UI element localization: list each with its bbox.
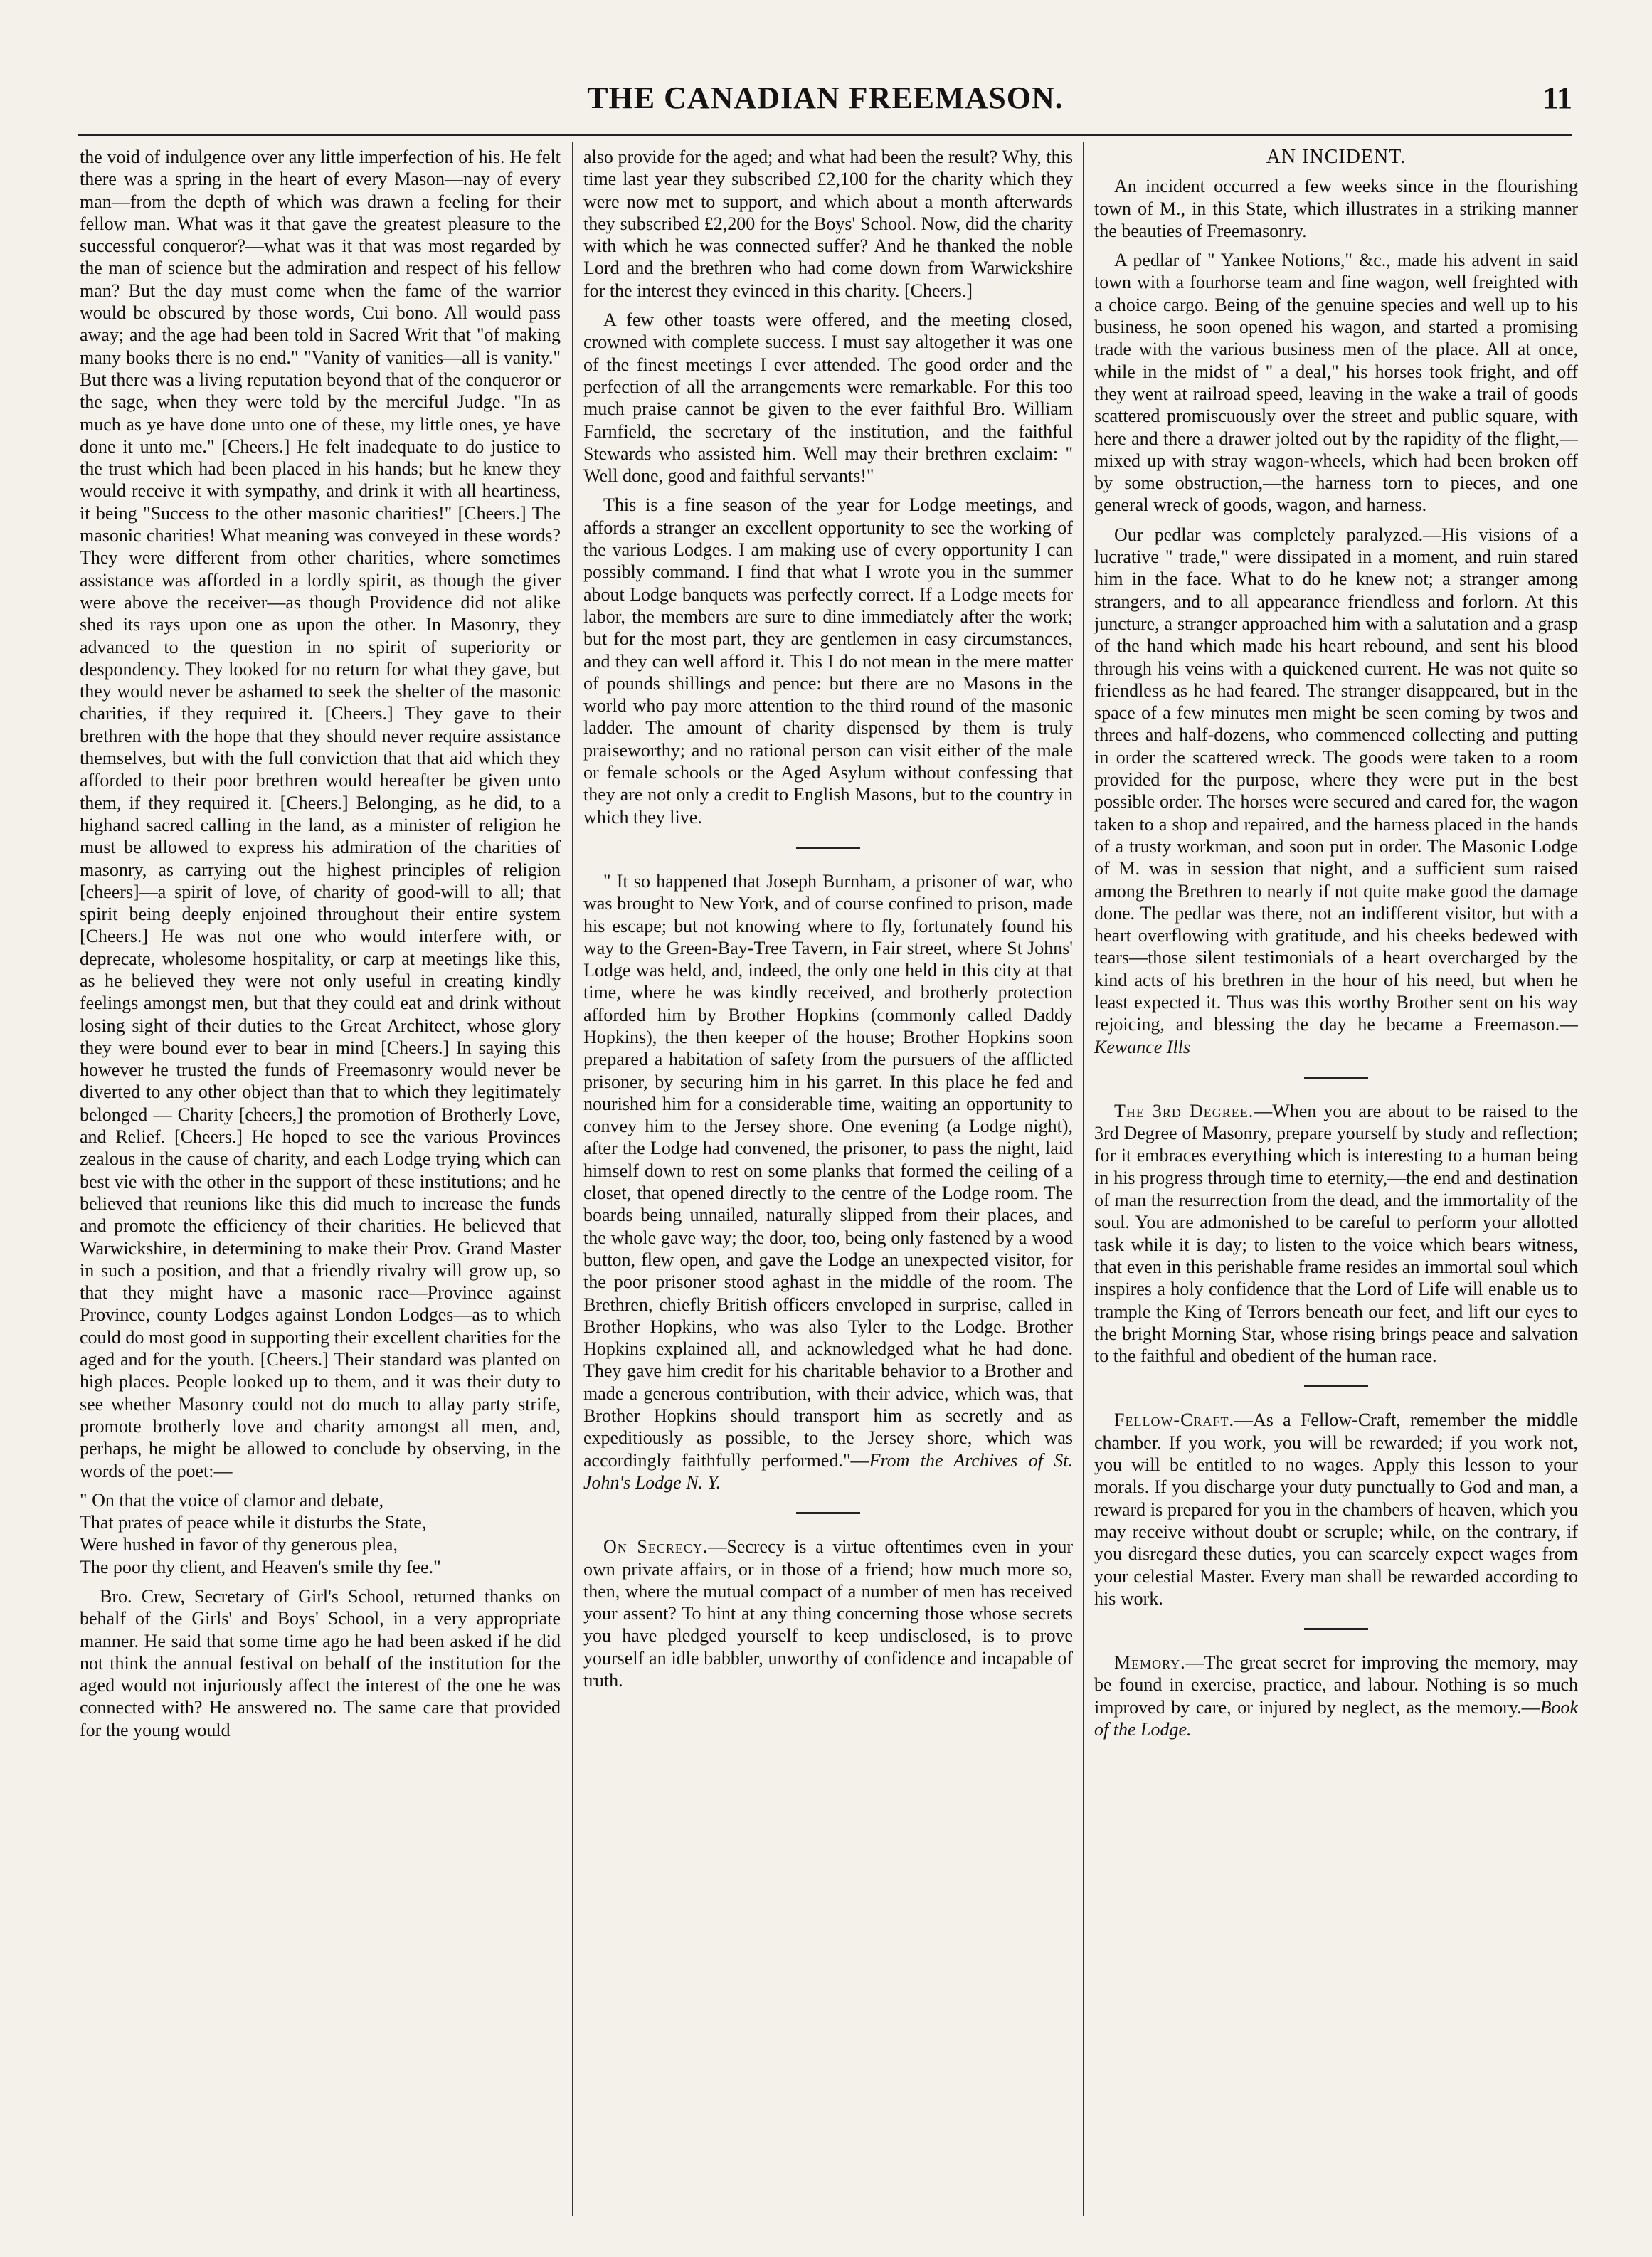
article-paragraph (1094, 1651, 1578, 1740)
section-lead: On Secrecy. (603, 1536, 709, 1558)
poem-line: That prates of peace while it disturbs the State, (80, 1512, 427, 1533)
article-paragraph: also provide for the aged; and what had been the result? Why, this time last year they subscribed £2,100 for the charity which they were now met to support, and which about a month afterwards they subscribed £2,200 for the Boys' School. Now, did the charity with which he was connected suffer? And he thanked the noble Lord and the brethren who had come down from Warwickshire for the interest they evinced in this charity. [Cheers.] (583, 147, 1073, 301)
column-divider (572, 142, 573, 2216)
article-paragraph: A few other toasts were offered, and the meeting closed, crowned with complete success. I must say altogether it was one of the finest meetings I ever attended. The good order and the perfection of all the arrangements were remarkable. For this too much praise cannot be given to the ever faithful Bro. William Farnfield, the secretary of the institution, and the faithful Stewards who assisted him. Well may their brethren exclaim: " Well done, good and faithful servants!" (583, 310, 1073, 487)
poem-line: Were hushed in favor of thy generous plea, (80, 1534, 398, 1555)
section-lead: Fellow-Craft. (1114, 1410, 1234, 1431)
article-paragraph: the void of indulgence over any little imperfection of his. He felt there was a spring in the heart of every Mason—nay of every man—from the depth of which was drawn a feeling for their fellow man. What was it that gave the greatest pleasure to the successful conqueror?—what was it that was most regarded by the man of science but the admiration and respect of his fellow man? But the day must come when the fame of the warrior would be obscured by those words, Cui bono. All would pass away; and the age had been told in Sacred Writ that "of making many books there is no end." "Vanity of vanities—all is vanity." But there was a living reputation beyond that of the conqueror or the sage, when they were told by the merciful Judge. "In as much as ye have done unto one of these, my little ones, ye have done it unto me." [Cheers.] He felt inadequate to do justice to the trust which had been placed in his hands; but he knew they would receive it with sympathy, and drink it with all heartiness, it being "Success to the other masonic charities!" [Cheers.] The masonic charities! What meaning was conveyed in these words? They were different from other charities, where sometimes assistance was afforded in a lordly spirit, as though the giver were above the receiver—as though Providence did not alike shed its rays upon one as upon the other. In Masonry, they advanced to the question in no spirit of superiority or despondency. They looked for no return for what they gave, but they would never be ashamed to seek the shelter of the masonic charities, if they required it. [Cheers.] They gave to their brethren with the hope that they should never require assistance themselves, but with the full conviction that that aid which they afforded to their poor brethren would hereafter be given unto them, if they required it. [Cheers.] Belonging, as he did, to a highand sacred calling in the land, as a minister of religion he must be allowed to express his admiration of the charities of masonry, as carrying out the highest principles of religion [cheers]—a spirit of love, of charity of good-will to all; that spirit being deeply enjoined throughout their entire system [Cheers.] He was not one who would interfere with, or deprecate, wholesome hospitality, or carp at meetings like this, as he believed they were not only useful in creating kindly feelings amongst men, but that they could eat and drink without losing sight of their duties to the Great Architect, whose glory they were bound ever to bear in mind [Cheers.] In saying this however he trusted the funds of Freemasonry would never be diverted to any other object than that to which they legitimately belonged — Charity [cheers,] the promotion of Brotherly Love, and Relief. [Cheers.] He hoped to see the various Provinces zealous in the cause of charity, and each Lodge trying which can best vie with the other in the support of these institutions; and he believed that reunions like this did much to increase the funds and promote the efficiency of their charities. He believed that Warwickshire, in determining to make their Prov. Grand Master in such a position, and that a friendly rivalry will grow up, so that they might have a masonic race—Province against Province, county Lodges against London Lodges—as to which could do most good in supporting their excellent charities for the aged and for the youth. [Cheers.] Their standard was planted on high places. People looked up to them, and it was their duty to see whether Masonry could not do much to allay party strife, promote brotherly love and charity amongst all men, and, perhaps, he might be allowed to conclude by observing, in the words of the poet:— (80, 147, 561, 1481)
section-lead: The 3rd Degree. (1114, 1100, 1254, 1121)
section-separator (796, 1512, 860, 1514)
section-text: —Secrecy is a virtue oftentimes even in your own private affairs, or in those of a friend; how much more so, then, where the mutual compact of a number of men has received your assent? To hint at any thing concerning those whose secrets you have pledged yourself to keep undisclosed, is to prove yourself an idle babbler, unworthy of confidence and incapable of truth. (583, 1536, 1073, 1691)
story-text: Our pedlar was completely paralyzed.—His visions of a lucrative " trade," were dissipated in a moment, and ruin stared him in the face. What to do he knew not; a stranger among strangers, and to all appearance friendless and forlorn. At this juncture, a stranger approached him with a salutation and a grasp of the hand which made his heart rebound, and sent his blood through his veins with a quickened current. He was not quite so friendless as he had feared. The stranger disappeared, but in the space of a few minutes men might be seen coming by twos and threes and half-dozens, who commenced collecting and putting in order the scattered wreck. The goods were taken to a room provided for the purpose, where they were put in the best possible order. The horses were secured and cared for, the wagon taken to a shop and repaired, and the harness placed in the hands of a trusty workman, and soon put in order. The Masonic Lodge of M. was in session that night, and a sufficient sum raised among the Brethren to nearly if not quite make good the damage done. The pedlar was there, not an indifferent visitor, but with a heart overflowing with gratitude, and his cheeks bedewed with tears—those silent testimonials of a heart overcharged by the kind acts of his brethren in the hour of his need, but when he least expected it. Thus was this worthy Brother sent on his way rejoicing, and blessing the day he became a Freemason.— (1094, 524, 1578, 1035)
section-separator (796, 847, 860, 849)
section-separator (1304, 1385, 1368, 1388)
section-attribution: Book of the Lodge. (1094, 1696, 1578, 1740)
section-text: —As a Fellow-Craft, remember the middle chamber. If you work, you will be rewarded; if you work not, you will be entitled to no wages. Apply this lesson to your morals. If you discharge your duty punctually to God and man, a reward is prepared for you in the chambers of heaven, which you may receive without doubt or scruple; while, on the contrary, if you disregard these duties, you can scarcely expect wages from your celestial Master. Every man shall be rewarded according to his work. (1094, 1410, 1578, 1609)
column-1 (80, 146, 561, 2216)
section-separator (1304, 1628, 1368, 1630)
poem-line: The poor thy client, and Heaven's smile thy fee." (80, 1556, 441, 1577)
article-paragraph (1094, 524, 1578, 1058)
column-divider (1083, 142, 1084, 2216)
article-paragraph (583, 1536, 1073, 1691)
section-text: —The great secret for improving the memory, may be found in exercise, practice, and labour. Nothing is so much improved by care, or injured by neglect, as the memory.— (1094, 1652, 1578, 1718)
section-separator (1304, 1077, 1368, 1079)
article-paragraph (583, 870, 1073, 1494)
article-paragraph: Bro. Crew, Secretary of Girl's School, returned thanks on behalf of the Girls' and Boys' School, in a very appropriate manner. He said that some time ago he had been asked if he did not think the annual festival on behalf of the institution for the aged would not injuriously affect the interest of the one he was connected with? He answered no. The same care that provided for the young would (80, 1586, 561, 1740)
article-paragraph: An incident occurred a few weeks since in the flourishing town of M., in this State, which illustrates in a striking manner the beauties of Freemasonry. (1094, 176, 1578, 241)
column-3 (1094, 146, 1578, 2216)
section-lead: Memory. (1114, 1652, 1186, 1674)
article-paragraph (1094, 1409, 1578, 1610)
story-text: " It so happened that Joseph Burnham, a prisoner of war, who was brought to New York, and of course confined to prison, made his escape; but not knowing where to fly, fortunately found his way to the Green-Bay-Tree Tavern, in Fair street, where St Johns' Lodge was held, and, indeed, the only one held in this city at that time, where he was kindly received, and brotherly protection afforded him by Brother Hopkins (commonly called Daddy Hopkins), the then keeper of the house; Brother Hopkins soon prepared a habitation of safety from the pursuers of the afflicted prisoner, by securing him in his garret. In this place he fed and nourished him for a considerable time, waiting an opportunity to convey him to the Jersey shore. One evening (a Lodge night), after the Lodge had convened, the prisoner, to pass the night, laid himself down to rest on some planks that formed the ceiling of a closet, that opened directly to the centre of the Lodge room. The boards being unnailed, naturally slipped from their places, and the whole gave way; the door, too, being only fastened by a wood button, flew open, and gave the Lodge an unexpected visitor, for the poor prisoner stood aghast in the middle of the room. The Brethren, chiefly British officers enveloped in surprise, called in Brother Hopkins, who was also Tyler to the Lodge. Brother Hopkins explained all, and acknowledged what he had done. They gave him credit for his charitable behavior to a Brother and made a generous contribution, with their advice, which was, that Brother Hopkins should transport him as secretly and as expeditiously as possible, to the Jersey shore, which was accordingly faithfully performed."— (583, 870, 1073, 1471)
article-paragraph: This is a fine season of the year for Lodge meetings, and affords a stranger an excellent opportunity to see the working of the various Lodges. I am making use of every opportunity I can possibly command. I find that what I wrote you in the summer about Lodge banquets was perfectly correct. If a Lodge meets for labor, the members are sure to dine immediately after the work; but for the most part, they are gentlemen in easy circumstances, and they can well afford it. This I do not mean in the mere matter of pounds shillings and pence: but there are no Masons in the world who pay more attention to the third round of the masonic ladder. The amount of charity dispensed by them is truly praiseworthy; and no rational person can visit either of the male or female schools or the Aged Asylum without confessing that they are not only a credit to English Masons, but to the country in which they live. (583, 495, 1073, 828)
poem-line: " On that the voice of clamor and debate, (80, 1489, 384, 1511)
page-number: 11 (1542, 80, 1572, 115)
header-rule (78, 134, 1572, 136)
story-attribution: Kewance Ills (1094, 1036, 1191, 1057)
newspaper-title: THE CANADIAN FREEMASON. (587, 80, 1064, 115)
masthead (78, 80, 1572, 137)
column-2 (583, 146, 1073, 2216)
article-paragraph: A pedlar of " Yankee Notions," &c., made his advent in said town with a fourhorse team and fine wagon, well freighted with a choice cargo. Being of the genuine species and well up to his business, he soon opened his wagon, and started a promising trade with the various business men of the place. All at once, while in the midst of " a deal," his horses took fright, and off they went at railroad speed, leaving in the wake a trail of goods scattered promiscuously over the street and public square, with here and there a drawer jolted out by the rapidity of the flight,—mixed up with stray wagon-wheels, which had been broken off by some obstruction,—the harness torn to pieces, and one general wreck of goods, wagon, and harness. (1094, 250, 1578, 516)
article-paragraph (1094, 1100, 1578, 1368)
section-text: —When you are about to be raised to the 3rd Degree of Masonry, prepare yourself by study and reflection; for it embraces everything which is interesting to a human being in his progress through time to eternity,—the end and destination of man the resurrection from the dead, and the immortality of the soul. You are admonished to be careful to perform your allotted task while it is day; to listen to the voice which bears witness, that even in this perishable frame resides an immortal soul which inspires a holy confidence that the Lord of Life will enable us to trample the King of Terrors beneath our feet, and lift our eyes to the bright Morning Star, whose rising brings peace and salvation to the faithful and obedient of the human race. (1094, 1100, 1578, 1367)
poem-quote (80, 1489, 561, 1578)
article-heading: AN INCIDENT. (1266, 146, 1407, 168)
story-attribution: From the Archives of St. John's Lodge N. Y. (583, 1449, 1073, 1493)
